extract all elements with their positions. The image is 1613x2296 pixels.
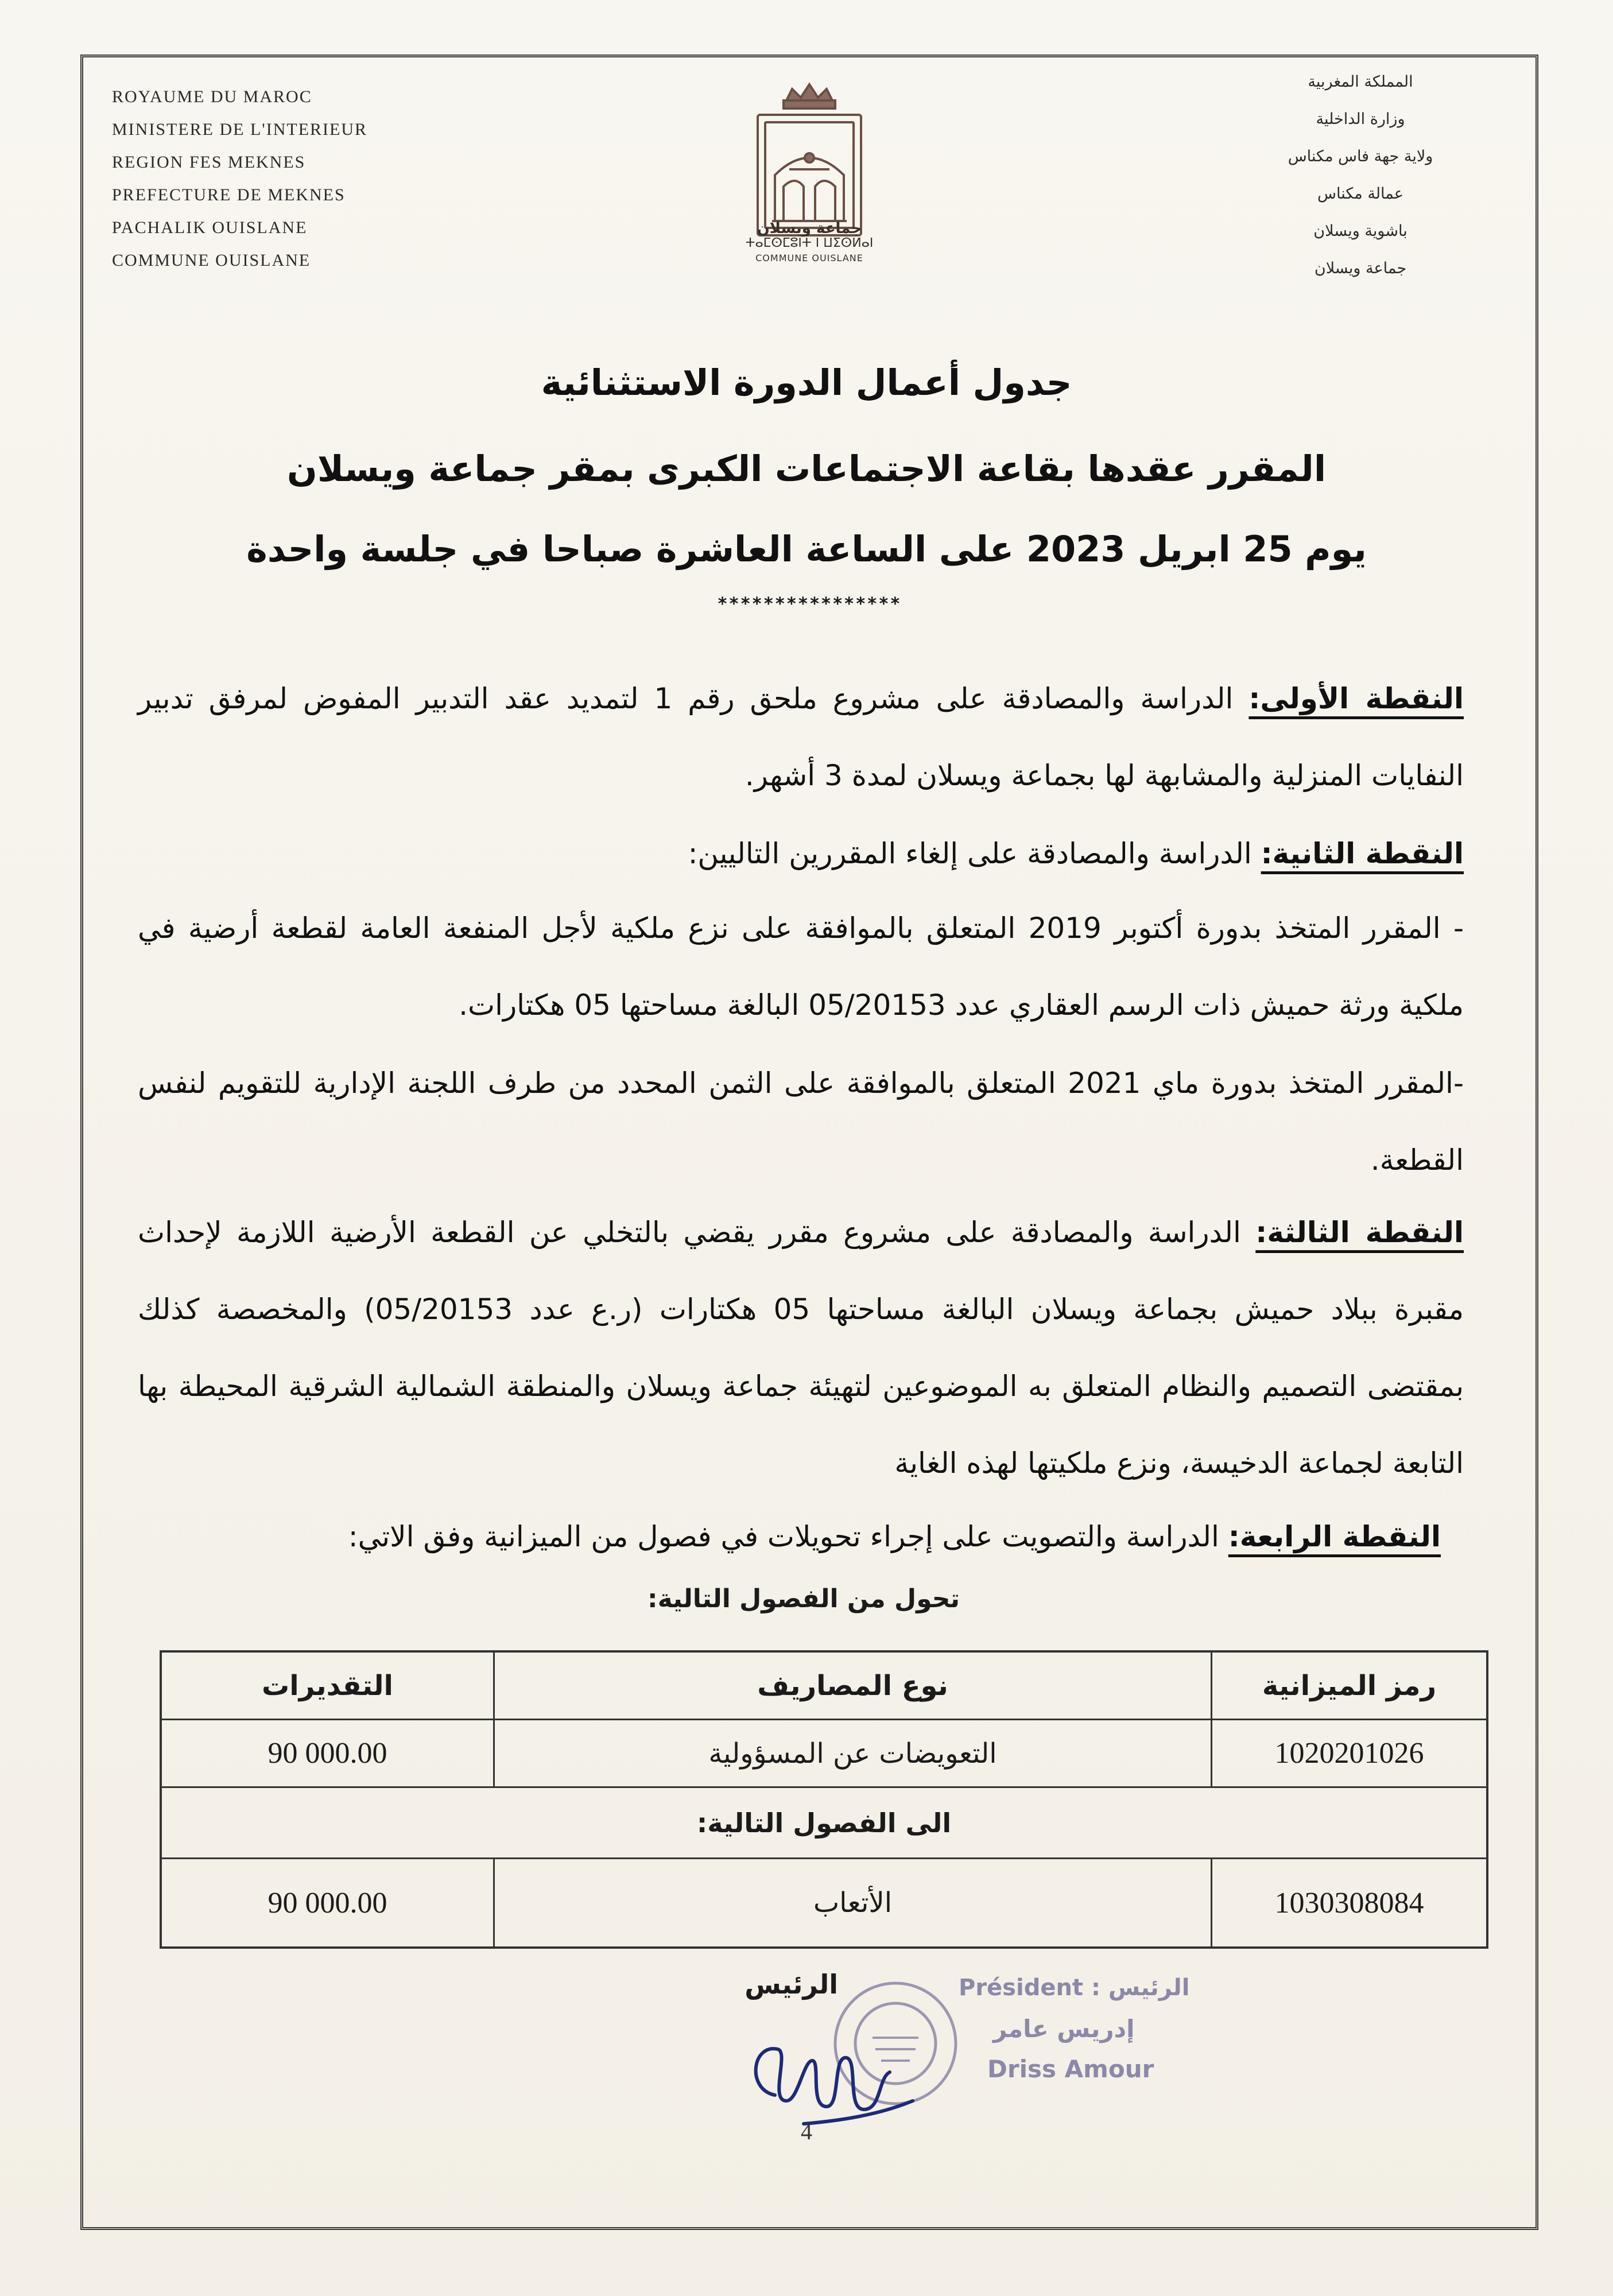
header-line-prefecture: PREFECTURE DE MEKNES bbox=[112, 185, 346, 204]
ar-header-prefecture: عمالة مكناس bbox=[1317, 185, 1403, 203]
point-3-text: الدراسة والمصادقة على مشروع مقرر يقضي بالتخلي عن القطعة الأرضية اللازمة لإحداث مقبرة ببلاد حميش بجماعة ويسلان البالغة مساحتها 05 هكتارات (ر.ع عدد 05/20153) والمخصصة كذلك بمقتضى التصميم والنظام المتعلق به الموضوعين لتهيئة جماعة ويسلان والمنطقة الشمالية الشرقية المحيطة بها التابعة لجماعة الدخيسة، ونزع ملكيتها لهذه الغاية bbox=[138, 1216, 1464, 1480]
point-3-label: النقطة الثالثة: bbox=[1255, 1216, 1464, 1249]
header-line-pachalik: PACHALIK OUISLANE bbox=[112, 218, 308, 237]
to-amount: 90 000.00 bbox=[267, 1886, 387, 1919]
point-4-text: الدراسة والتصويت على إجراء تحويلات في فصول من الميزانية وفق الاتي: bbox=[348, 1520, 1228, 1553]
title-separator: **************** bbox=[717, 594, 902, 614]
point-1-text: الدراسة والمصادقة على مشروع ملحق رقم 1 لتمديد عقد التدبير المفوض لمرفق تدبير النفايات المنزلية والمشابهة لها بجماعة ويسلان لمدة 3 أشهر. bbox=[138, 682, 1464, 792]
handwritten-signature-icon bbox=[735, 2009, 924, 2147]
to-budget-code: 1030308084 bbox=[1211, 1859, 1486, 1946]
ar-header-wilaya: ولاية جهة فاس مكناس bbox=[1288, 148, 1433, 165]
from-budget-code: 1020201026 bbox=[1211, 1720, 1486, 1786]
to-expense-type: الأتعاب bbox=[493, 1859, 1211, 1946]
ar-header-commune: جماعة ويسلان bbox=[1314, 259, 1407, 277]
agenda-point-2-item-2: -المقرر المتخذ بدورة ماي 2021 المتعلق بالموافقة على الثمن المحدد من طرف اللجنة الإدارية للتقويم لنفس القطعة. bbox=[138, 1066, 1464, 1177]
logo-caption-french: COMMUNE OUISLANE bbox=[755, 253, 863, 263]
stamp-latin-name: Driss Amour bbox=[987, 2055, 1154, 2083]
point-4-label: النقطة الرابعة: bbox=[1228, 1520, 1441, 1553]
header-line-kingdom: ROYAUME DU MAROC bbox=[112, 87, 312, 106]
agenda-point-2 bbox=[138, 815, 1464, 892]
header-line-region: REGION FES MEKNES bbox=[112, 153, 306, 172]
header-line-ministry: MINISTERE DE L'INTERIEUR bbox=[112, 120, 368, 139]
president-title: الرئيس bbox=[745, 1969, 838, 2000]
header-estimates: التقديرات bbox=[262, 1669, 393, 1702]
ar-header-pachalik: باشوية ويسلان bbox=[1313, 222, 1408, 240]
point-1-label: النقطة الأولى: bbox=[1248, 682, 1464, 715]
table-row-to-caption bbox=[162, 1788, 1486, 1859]
table-row-from bbox=[162, 1720, 1486, 1788]
agenda-point-3 bbox=[138, 1194, 1464, 1502]
agenda-subtitle-venue: المقرر عقدها بقاعة الاجتماعات الكبرى بمقر جماعة ويسلان bbox=[286, 448, 1327, 490]
page-number: 4 bbox=[801, 2119, 812, 2144]
header-budget-code: رمز الميزانية bbox=[1211, 1653, 1486, 1719]
ar-header-ministry: وزارة الداخلية bbox=[1316, 110, 1405, 128]
logo-caption-tifinagh: ⵜⴰⵎⵙⵎⵓⵏⵜ ⵏ ⵡⵉⵙⵍⴰⵏ bbox=[745, 236, 874, 250]
agenda-point-2-item-1: - المقرر المتخذ بدورة أكتوبر 2019 المتعلق بالموافقة على نزع ملكية لأجل المنفعة العامة لقطعة أرضية في ملكية ورثة حميش ذات الرسم العقاري عدد 05/20153 البالغة مساحتها 05 هكتارات. bbox=[138, 912, 1464, 1022]
header-expense-type: نوع المصاريف bbox=[493, 1653, 1211, 1719]
ar-header-kingdom: المملكة المغربية bbox=[1308, 73, 1413, 91]
logo-caption bbox=[712, 221, 907, 266]
french-admin-header bbox=[112, 80, 514, 277]
from-expense-type: التعويضات عن المسؤولية bbox=[493, 1720, 1211, 1786]
header-line-commune: COMMUNE OUISLANE bbox=[112, 251, 311, 270]
agenda-point-4 bbox=[172, 1498, 1441, 1575]
budget-transfer-table bbox=[160, 1650, 1488, 1949]
point-2-text: الدراسة والمصادقة على إلغاء المقررين التاليين: bbox=[688, 837, 1261, 870]
president-name-stamp bbox=[959, 1975, 1205, 2107]
agenda-point-1 bbox=[138, 660, 1464, 814]
point-2-label: النقطة الثانية: bbox=[1261, 837, 1464, 870]
transfer-from-caption: تحول من الفصول التالية: bbox=[647, 1584, 960, 1614]
stamp-president-line: Président : الرئيس bbox=[959, 1975, 1190, 2001]
arabic-admin-header bbox=[1240, 63, 1481, 287]
agenda-title: جدول أعمال الدورة الاستثنائية bbox=[541, 362, 1072, 404]
stamp-arabic-name: إدريس عامر bbox=[993, 2015, 1135, 2043]
table-row-to bbox=[162, 1859, 1486, 1946]
agenda-subtitle-date: يوم 25 ابريل 2023 على الساعة العاشرة صباحا في جلسة واحدة bbox=[246, 528, 1367, 570]
logo-caption-arabic: جماعة ويسلان bbox=[757, 220, 862, 237]
from-amount: 90 000.00 bbox=[267, 1737, 387, 1770]
transfer-to-caption: الى الفصول التالية: bbox=[696, 1807, 952, 1839]
table-header-row bbox=[162, 1653, 1486, 1720]
